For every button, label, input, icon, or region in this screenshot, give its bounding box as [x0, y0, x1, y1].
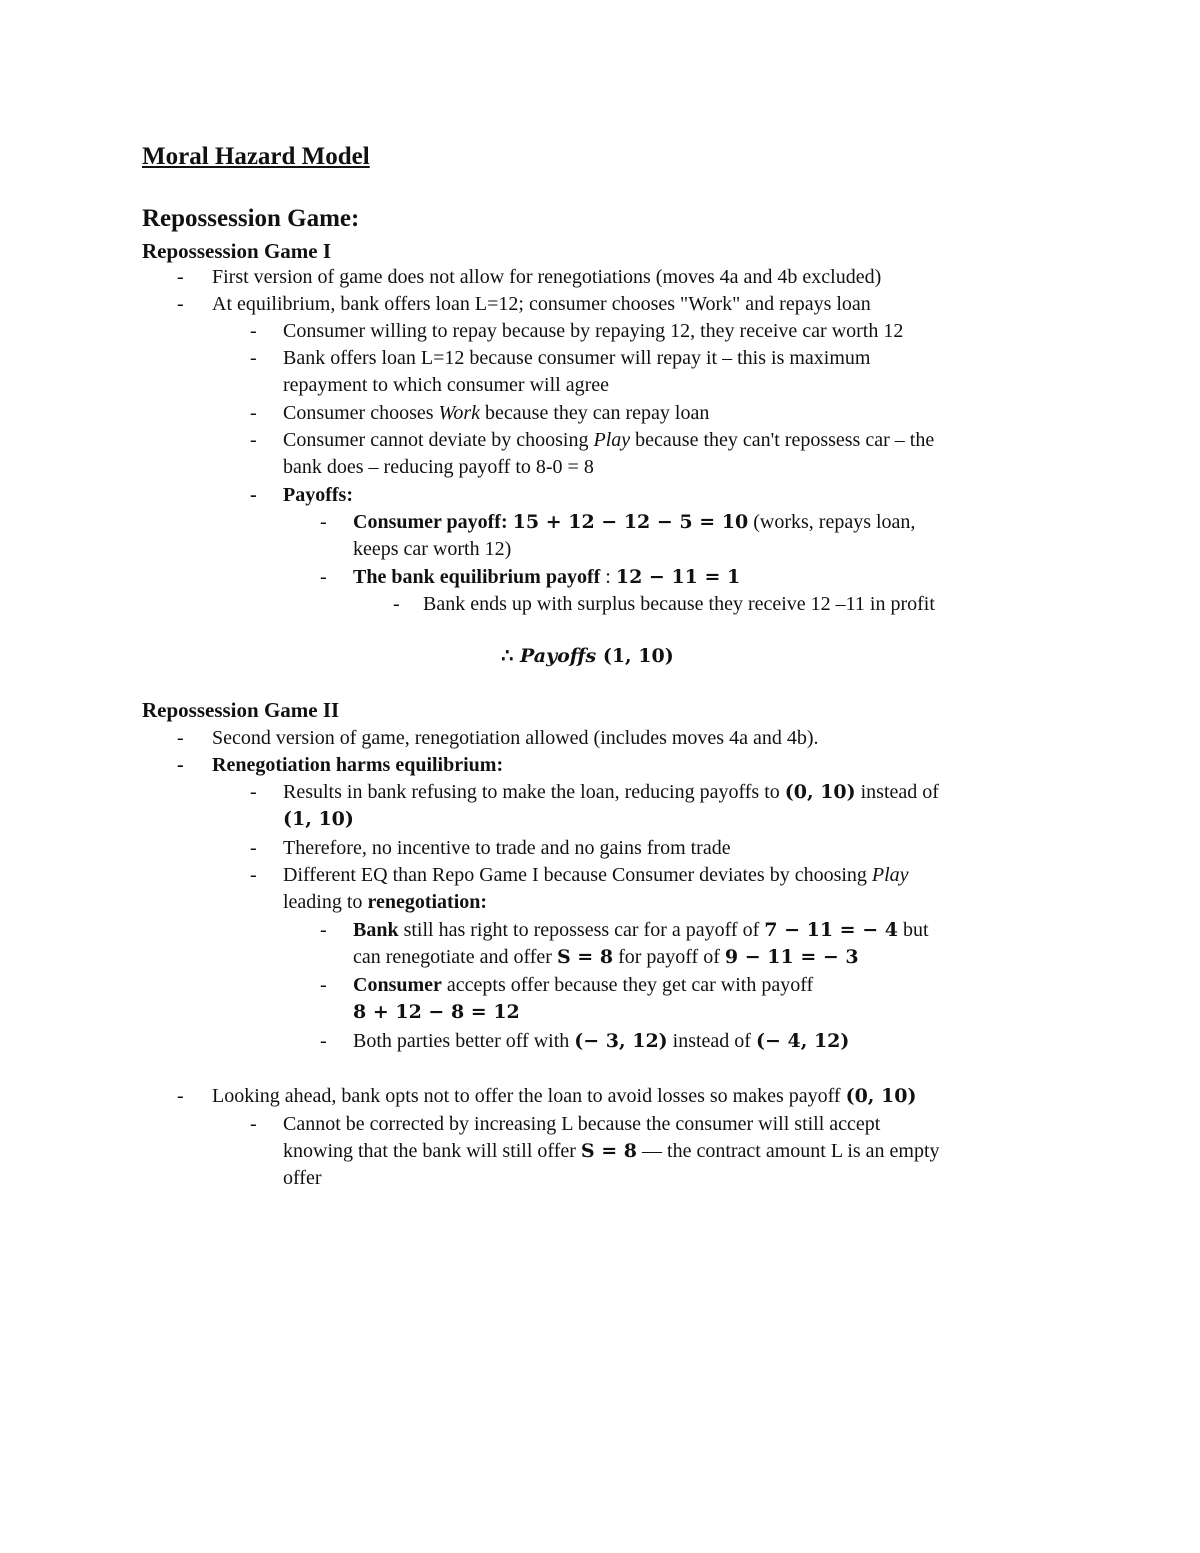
- game1-line-4a: Bank offers loan L=12 because consumer will repay it – this is maximum: [283, 347, 871, 369]
- game2-line-5b: [283, 889, 487, 916]
- bold-text: renegotiation:: [367, 891, 488, 913]
- game1-line-1: First version of game does not allow for renegotiations (moves 4a and 4b excluded): [212, 266, 882, 288]
- text: (works, repays loan,: [748, 511, 916, 533]
- emphasis: Play: [871, 864, 909, 886]
- correction-line-2: [283, 1138, 940, 1165]
- game2-title: Repossession Game II: [142, 698, 340, 722]
- bank-reposses-line: [353, 917, 929, 944]
- bullet: -: [177, 727, 184, 749]
- payoffs-result: [0, 643, 1175, 670]
- page-title: Moral Hazard Model: [142, 143, 370, 170]
- equation: 12 − 11 = 1: [615, 566, 741, 588]
- bullet: -: [320, 919, 327, 941]
- bullet: -: [250, 484, 257, 506]
- bullet: -: [177, 754, 184, 776]
- equation: (0, 10): [845, 1085, 917, 1107]
- label: The bank equilibrium payoff: [353, 566, 601, 588]
- bullet: -: [250, 402, 257, 424]
- bullet: -: [177, 266, 184, 288]
- equation: (0, 10): [784, 781, 856, 803]
- text: instead of: [855, 781, 939, 803]
- consumer-payoff: [353, 509, 915, 536]
- consumer-payoff-equation: 8 + 12 − 8 = 12: [353, 1001, 520, 1023]
- emphasis: Work: [438, 402, 481, 424]
- text: still has right to repossess car for a payoff of: [398, 919, 765, 941]
- text: Looking ahead, bank opts not to offer the loan to avoid losses so makes payoff: [212, 1085, 846, 1107]
- text: because they can't repossess car – the: [630, 429, 935, 451]
- bullet: -: [177, 293, 184, 315]
- label: Consumer payoff:: [353, 511, 508, 533]
- text: for payoff of: [613, 946, 725, 968]
- bullet: -: [250, 837, 257, 859]
- game1-line-6: [283, 427, 934, 454]
- game2-line-3b: (1, 10): [283, 808, 354, 830]
- bullet: -: [320, 1030, 327, 1052]
- bullet: -: [250, 781, 257, 803]
- bank-renegotiate-line: [353, 944, 859, 971]
- equation: 15 + 12 − 12 − 5 = 10: [512, 511, 749, 533]
- payoffs-label: Payoffs:: [283, 484, 353, 506]
- game2-line-3: [283, 779, 939, 806]
- text: knowing that the bank will still offer: [283, 1140, 581, 1162]
- bank-surplus-note: Bank ends up with surplus because they receive 12 –11 in profit: [423, 593, 935, 615]
- bullet: -: [177, 1085, 184, 1107]
- equation: 7 − 11 = − 4: [764, 919, 898, 941]
- equation: S = 8: [580, 1140, 638, 1162]
- text: Different EQ than Repo Game I because Consumer deviates by choosing: [283, 864, 872, 886]
- text: — the contract amount L is an empty: [637, 1140, 940, 1162]
- correction-line-3: offer: [283, 1167, 322, 1189]
- bullet: -: [320, 974, 327, 996]
- text: but: [897, 919, 929, 941]
- game1-line-4b: repayment to which consumer will agree: [283, 374, 609, 396]
- text: Results in bank refusing to make the loan, reducing payoffs to: [283, 781, 785, 803]
- bullet: -: [250, 864, 257, 886]
- bullet: -: [320, 566, 327, 588]
- game1-line-2: At equilibrium, bank offers loan L=12; consumer chooses "Work" and repays loan: [212, 293, 871, 315]
- game2-line-1: Second version of game, renegotiation allowed (includes moves 4a and 4b).: [212, 727, 819, 749]
- game2-line-5: [283, 862, 909, 889]
- therefore-symbol: ∴: [501, 645, 520, 667]
- bullet: -: [320, 511, 327, 533]
- consumer-payoff-note: keeps car worth 12): [353, 538, 512, 560]
- text: accepts offer because they get car with payoff: [441, 974, 814, 996]
- equation: (− 3, 12): [574, 1030, 668, 1052]
- text: Consumer cannot deviate by choosing: [283, 429, 594, 451]
- looking-ahead-line: [212, 1083, 916, 1110]
- game1-line-5: [283, 400, 709, 427]
- section-heading: Repossession Game:: [142, 205, 360, 232]
- game1-line-3: Consumer willing to repay because by repaying 12, they receive car worth 12: [283, 320, 904, 342]
- equation: (1, 10): [596, 645, 674, 667]
- text: leading to: [283, 891, 368, 913]
- text: Both parties better off with: [353, 1030, 575, 1052]
- bank-payoff: [353, 564, 740, 591]
- bullet: -: [250, 347, 257, 369]
- text: :: [600, 566, 616, 588]
- text: Consumer chooses: [283, 402, 439, 424]
- bullet: -: [393, 593, 400, 615]
- text: can renegotiate and offer: [353, 946, 557, 968]
- text: because they can repay loan: [480, 402, 710, 424]
- equation: S = 8: [556, 946, 614, 968]
- math-word: Payoffs: [520, 645, 597, 667]
- consumer-accepts-line: [353, 972, 813, 999]
- bold-text: Bank: [353, 919, 399, 941]
- text: instead of: [667, 1030, 756, 1052]
- game1-line-6b: bank does – reducing payoff to 8-0 = 8: [283, 456, 594, 478]
- correction-line-1: Cannot be corrected by increasing L because the consumer will still accept: [283, 1113, 881, 1135]
- game2-line-2: Renegotiation harms equilibrium:: [212, 754, 504, 776]
- equation: 9 − 11 = − 3: [724, 946, 859, 968]
- both-parties-line: [353, 1028, 849, 1055]
- bold-text: Consumer: [353, 974, 442, 996]
- emphasis: Play: [593, 429, 631, 451]
- bullet: -: [250, 1113, 257, 1135]
- game2-line-4: Therefore, no incentive to trade and no gains from trade: [283, 837, 731, 859]
- game1-title: Repossession Game I: [142, 239, 332, 263]
- bullet: -: [250, 320, 257, 342]
- bullet: -: [250, 429, 257, 451]
- equation: (− 4, 12): [755, 1030, 850, 1052]
